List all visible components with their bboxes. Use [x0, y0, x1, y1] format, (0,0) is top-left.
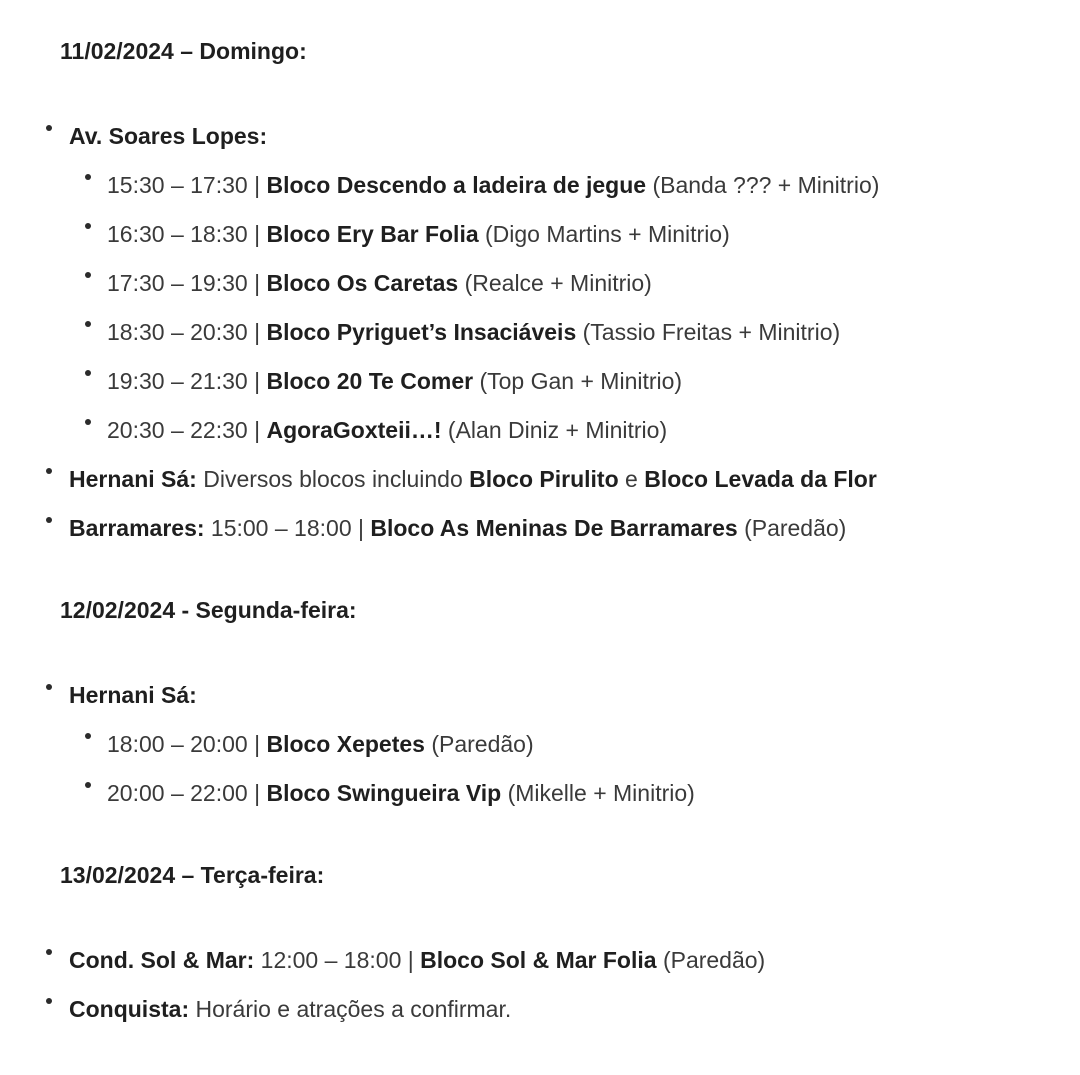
bloco-name: Bloco Descendo a ladeira de jegue — [266, 172, 647, 198]
bullet-icon — [46, 468, 52, 474]
schedule-item — [107, 318, 840, 346]
day-heading-3: 13/02/2024 – Terça-feira: — [60, 862, 325, 888]
location-item — [69, 681, 197, 709]
schedule-item — [107, 730, 534, 758]
time-range: 20:00 – 22:00 | — [107, 780, 261, 806]
description: Diversos blocos incluindo — [203, 466, 463, 492]
location-label: Conquista: — [69, 996, 190, 1022]
schedule-item — [107, 367, 682, 395]
location-item — [69, 465, 877, 493]
bullet-icon — [46, 998, 52, 1004]
time-range: 20:30 – 22:30 | — [107, 417, 261, 443]
location-label: Hernani Sá: — [69, 682, 197, 708]
bullet-icon — [46, 125, 52, 131]
schedule-item — [107, 779, 695, 807]
bloco-name: Bloco Pyriguet’s Insaciáveis — [266, 319, 577, 345]
bloco-name: Bloco Levada da Flor — [644, 466, 877, 492]
day-heading-1: 11/02/2024 – Domingo: — [60, 38, 307, 64]
time-range: 12:00 – 18:00 | — [260, 947, 414, 973]
schedule-item — [107, 171, 879, 199]
location-label: Hernani Sá: — [69, 466, 197, 492]
bullet-icon — [85, 370, 91, 376]
bullet-icon — [85, 733, 91, 739]
attraction: (Mikelle + Minitrio) — [507, 780, 695, 806]
bloco-name: AgoraGoxteii…! — [266, 417, 442, 443]
schedule-item — [107, 220, 730, 248]
time-range: 17:30 – 19:30 | — [107, 270, 261, 296]
bullet-icon — [85, 272, 91, 278]
location-item — [69, 122, 267, 150]
time-range: 18:00 – 20:00 | — [107, 731, 261, 757]
time-range: 19:30 – 21:30 | — [107, 368, 261, 394]
day-heading-2: 12/02/2024 - Segunda-feira: — [60, 597, 357, 623]
bullet-icon — [85, 174, 91, 180]
bloco-name: Bloco Sol & Mar Folia — [420, 947, 657, 973]
bullet-icon — [85, 223, 91, 229]
attraction: (Tassio Freitas + Minitrio) — [582, 319, 841, 345]
bullet-icon — [46, 684, 52, 690]
location-label: Av. Soares Lopes: — [69, 123, 268, 149]
time-range: 16:30 – 18:30 | — [107, 221, 261, 247]
attraction: (Paredão) — [662, 947, 766, 973]
time-range: 15:30 – 17:30 | — [107, 172, 261, 198]
bloco-name: Bloco 20 Te Comer — [266, 368, 474, 394]
location-item — [69, 995, 511, 1023]
bloco-name: Bloco Os Caretas — [266, 270, 459, 296]
location-label: Cond. Sol & Mar: — [69, 947, 255, 973]
attraction: (Realce + Minitrio) — [464, 270, 652, 296]
conjunction: e — [625, 466, 638, 492]
attraction: (Top Gan + Minitrio) — [479, 368, 683, 394]
bullet-icon — [85, 321, 91, 327]
bloco-name: Bloco Swingueira Vip — [266, 780, 502, 806]
time-range: 18:30 – 20:30 | — [107, 319, 261, 345]
bullet-icon — [85, 419, 91, 425]
time-range: 15:00 – 18:00 | — [210, 515, 364, 541]
attraction: (Banda ??? + Minitrio) — [652, 172, 880, 198]
bullet-icon — [46, 949, 52, 955]
attraction: (Digo Martins + Minitrio) — [485, 221, 730, 247]
bullet-icon — [46, 517, 52, 523]
attraction: (Alan Diniz + Minitrio) — [447, 417, 668, 443]
bloco-name: Bloco Xepetes — [266, 731, 425, 757]
location-label: Barramares: — [69, 515, 205, 541]
schedule-item — [107, 269, 652, 297]
attraction: (Paredão) — [744, 515, 847, 541]
description: Horário e atrações a confirmar. — [195, 996, 512, 1022]
bloco-name: Bloco Pirulito — [469, 466, 619, 492]
attraction: (Paredão) — [431, 731, 534, 757]
bloco-name: Bloco Ery Bar Folia — [266, 221, 479, 247]
bullet-icon — [85, 782, 91, 788]
bloco-name: Bloco As Meninas De Barramares — [370, 515, 738, 541]
location-item — [69, 946, 765, 974]
schedule-item — [107, 416, 667, 444]
location-item — [69, 514, 846, 542]
